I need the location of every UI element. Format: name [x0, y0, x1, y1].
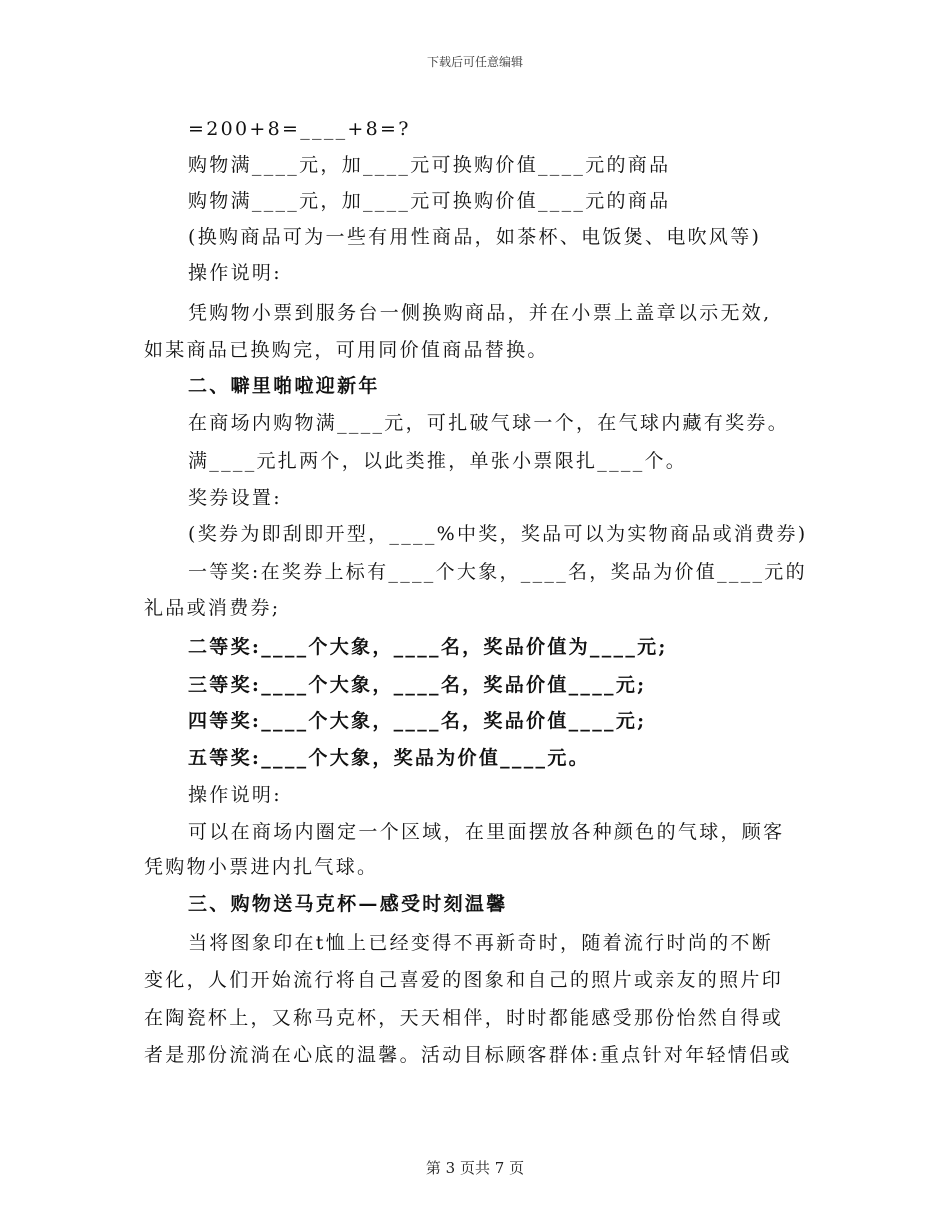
text-line: 变化，人们开始流行将自己喜爱的图象和自己的照片或亲友的照片印 — [144, 969, 784, 991]
text-line: 礼品或消费券; — [144, 597, 281, 619]
prize-line: 五等奖:____个大象，奖品为价值____元。 — [188, 747, 590, 769]
text-line: 购物满____元，加____元可换购价值____元的商品 — [188, 190, 671, 212]
text-line: 操作说明: — [188, 784, 282, 806]
text-line: 可以在商场内圈定一个区域，在里面摆放各种颜色的气球，顾客 — [188, 821, 785, 843]
prize-line: 四等奖:____个大象，____名，奖品价值____元; — [188, 710, 647, 732]
prize-line: 二等奖:____个大象，____名，奖品价值为____元; — [188, 636, 668, 658]
text-line: 在商场内购物满____元，可扎破气球一个，在气球内藏有奖券。 — [188, 412, 790, 434]
text-line: 操作说明: — [188, 262, 282, 284]
text-line: 在陶瓷杯上，又称马克杯，天天相伴，时时都能感受那份怡然自得或 — [144, 1007, 784, 1029]
text-line: (换购商品可为一些有用性商品，如茶杯、电饭煲、电吹风等) — [188, 226, 762, 248]
text-line: 一等奖:在奖券上标有____个大象，____名，奖品为价值____元的 — [188, 561, 807, 583]
text-line: 购物满____元，加____元可换购价值____元的商品 — [188, 154, 671, 176]
text-line: 凭购物小票进内扎气球。 — [144, 856, 379, 878]
prize-line: 三等奖:____个大象，____名，奖品价值____元; — [188, 674, 647, 696]
section-heading: 二、噼里啪啦迎新年 — [188, 375, 380, 397]
text-line: 者是那份流淌在心底的温馨。活动目标顾客群体:重点针对年轻情侣或 — [144, 1044, 792, 1066]
section-heading: 三、购物送马克杯—感受时刻温馨 — [188, 893, 508, 915]
text-line: 凭购物小票到服务台一侧换购商品，并在小票上盖章以示无效, — [188, 302, 772, 324]
text-line: =200+8=____+8=? — [188, 118, 411, 140]
text-line: 满____元扎两个，以此类推，单张小票限扎____个。 — [188, 450, 688, 472]
page-footer: 第 3 页共 7 页 — [425, 1159, 525, 1177]
text-line: 当将图象印在t恤上已经变得不再新奇时，随着流行时尚的不断 — [188, 932, 774, 954]
text-line: (奖券为即刮即开型，____%中奖，奖品可以为实物商品或消费券) — [188, 523, 808, 545]
page-header: 下载后可任意编辑 — [426, 55, 523, 69]
text-line: 如某商品已换购完，可用同价值商品替换。 — [144, 339, 549, 361]
text-line: 奖券设置: — [188, 487, 282, 509]
